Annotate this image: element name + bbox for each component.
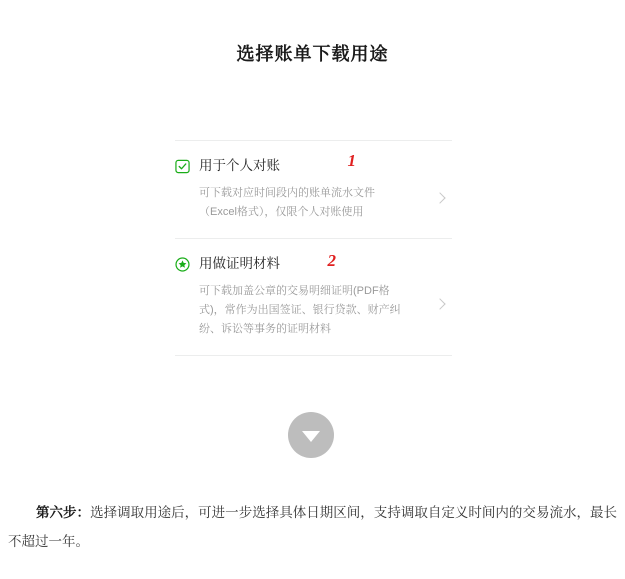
option-title: 用做证明材料 [199,256,280,271]
option-description: 可下载加盖公章的交易明细证明(PDF格式)，常作为出国签证、银行贷款、财产纠纷、诉讼等事务的证明材料 [199,285,401,335]
page-title: 选择账单下载用途 [236,44,389,64]
scroll-down-icon[interactable] [288,412,334,458]
option-list [175,140,452,356]
caption-step-label: 第六步： [36,505,91,520]
option-description: 可下载对应时间段内的账单流水文件（Excel格式），仅限个人对账使用 [199,187,375,218]
option-title: 用于个人对账 [199,158,280,173]
chevron-right-icon[interactable] [434,192,445,203]
option-header [175,253,452,275]
star-seal-icon [175,257,190,272]
document-check-icon [175,159,190,174]
annotation-marker-2: 2 [327,251,336,270]
option-personal-reconciliation[interactable] [175,140,452,238]
option-proof-material[interactable] [175,238,452,356]
caption-text [0,498,625,556]
caption-body: 选择调取用途后，可进一步选择具体日期区间，支持调取自定义时间内的交易流水，最长不超过一年。 [8,505,618,549]
chevron-down-glyph [302,431,320,442]
option-header [175,155,452,177]
annotation-marker-1: 1 [347,151,356,170]
chevron-right-icon[interactable] [434,298,445,309]
